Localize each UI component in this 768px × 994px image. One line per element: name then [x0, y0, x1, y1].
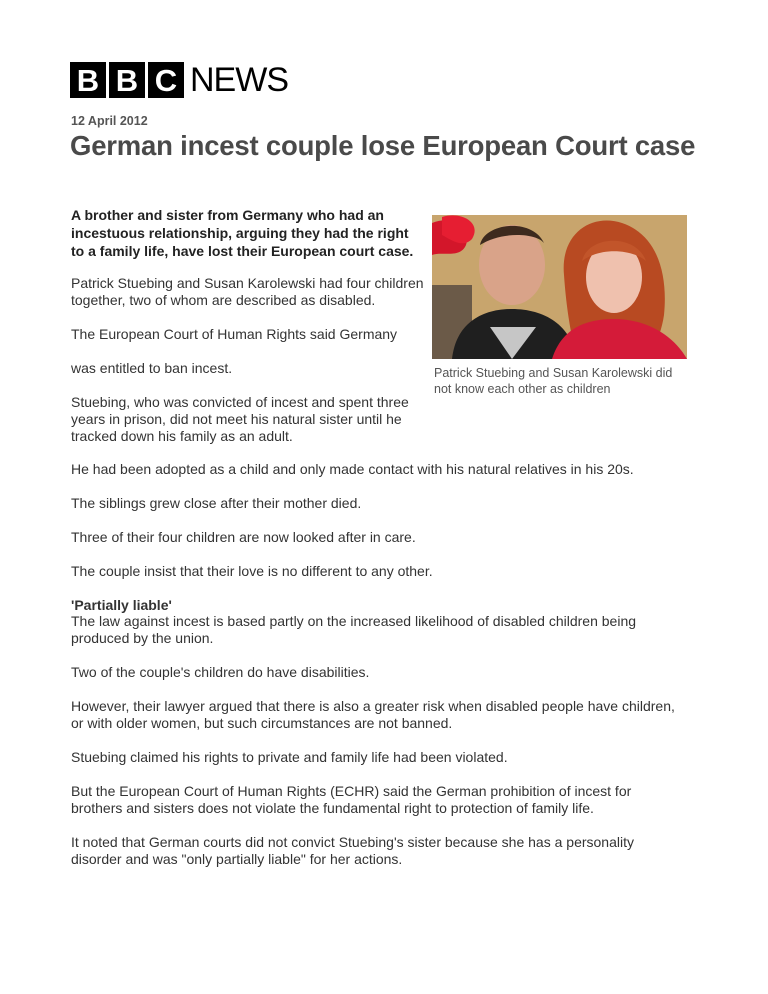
article-subheading: 'Partially liable'	[71, 597, 172, 613]
article-paragraph: He had been adopted as a child and only made contact with his natural relatives in his 20s.	[71, 461, 634, 477]
article-paragraph: The siblings grew close after their mother died.	[71, 495, 362, 511]
article-paragraph: Two of the couple's children do have disabilities.	[71, 664, 370, 680]
photo-caption: Patrick Stuebing and Susan Karolewski did not know each other as children	[434, 366, 673, 396]
article-lead: A brother and sister from Germany who had an incestuous relationship, arguing they had the right to a family life, have lost their European court case.	[71, 207, 414, 259]
article-date: 12 April 2012	[71, 114, 148, 128]
article-headline: German incest couple lose European Court case	[70, 130, 696, 161]
logo-letter-c: C	[148, 62, 184, 98]
logo-word-news: NEWS	[190, 61, 288, 99]
logo-letter-b1: B	[70, 62, 106, 98]
article-paragraph: Three of their four children are now looked after in care.	[71, 529, 416, 545]
article-paragraph: The couple insist that their love is no different to any other.	[71, 563, 433, 579]
article-paragraph: The law against incest is based partly on the increased likelihood of disabled children being produced by the union.	[71, 613, 637, 646]
couple-photo-illustration	[432, 215, 687, 359]
article-paragraph: The European Court of Human Rights said Germany	[71, 326, 398, 342]
article-paragraph: However, their lawyer argued that there is also a greater risk when disabled people have children, or with older women, but such circumstances are not banned.	[71, 698, 675, 731]
couple-photo	[432, 215, 687, 359]
article-paragraph: Stuebing claimed his rights to private and family life had been violated.	[71, 749, 508, 765]
article-paragraph: But the European Court of Human Rights (ECHR) said the German prohibition of incest for brothers and sisters does not violate the fundamental right to protection of family life.	[71, 783, 632, 816]
article-paragraph: was entitled to ban incest.	[71, 360, 233, 376]
article-paragraph: It noted that German courts did not convict Stuebing's sister because she has a personality disorder and was "only partially liable" for her actions.	[71, 834, 634, 867]
article-paragraph: Stuebing, who was convicted of incest and spent three years in prison, did not meet his natural sister until he tracked down his family as an adult.	[71, 394, 409, 444]
bbc-news-logo	[70, 62, 288, 98]
article-paragraph: Patrick Stuebing and Susan Karolewski had four children together, two of whom are described as disabled.	[71, 275, 424, 308]
logo-letter-b2: B	[109, 62, 145, 98]
